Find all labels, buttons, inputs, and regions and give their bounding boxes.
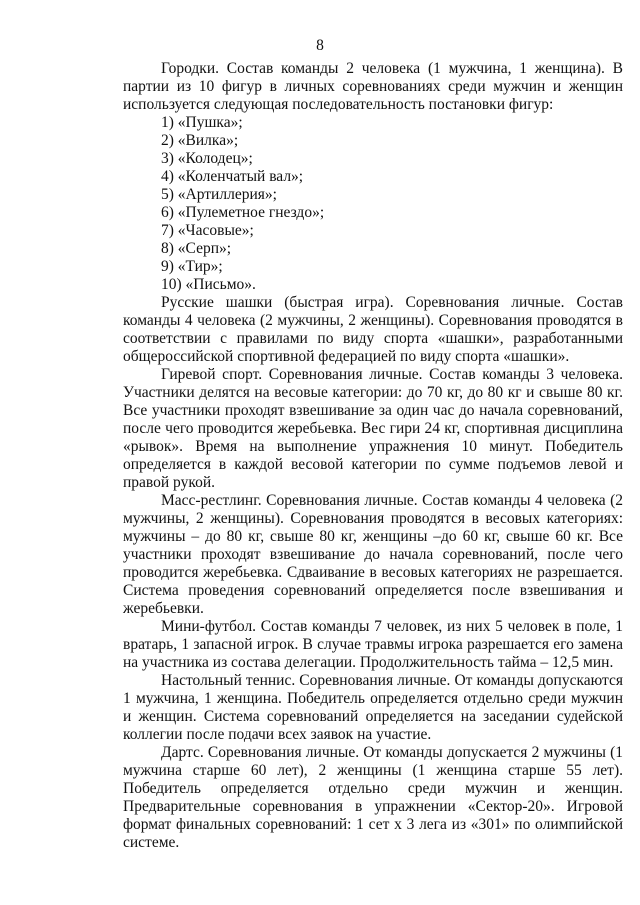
paragraph-darts: Дартс. Соревнования личные. От команды допускается 2 мужчины (1 мужчина старше 60 лет), 2 женщины (1 женщина старше 55 лет). Победитель определяется отдельно среди мужчин и женщин. Предварительные соревнования в упражнении «Сектор-20». Игровой формат финальных соревнований: 1 сет х 3 лега из «301» по олимпийской системе. [123,744,623,851]
list-item: 3) «Колодец»; [161,150,253,167]
list-item: 10) «Письмо». [161,276,256,293]
list-item: 4) «Коленчатый вал»; [161,168,304,185]
paragraph-gorodki: Городки. Состав команды 2 человека (1 мужчина, 1 женщина). В партии из 10 фигур в личных соревнованиях среди мужчин и женщин используется следующая последовательность постановки фигур: [123,60,623,113]
paragraph-mas-wrestling: Масс-рестлинг. Соревнования личные. Состав команды 4 человека (2 мужчины, 2 женщины). Соревнования проводятся в весовых категориях: мужчины – до 80 кг, свыше 80 кг, женщины –до 60 кг, свыше 60 кг. Все участники проходят взвешивание до начала соревнований, после чего проводится жеребьевка. Сдваивание в весовых категориях не разрешается. Система проведения соревнований определяется после взвешивания и жеребьевки. [123,492,623,617]
list-item: 8) «Серп»; [161,240,232,257]
page-number: 8 [316,37,324,54]
list-item: 7) «Часовые»; [161,222,254,239]
list-item: 5) «Артиллерия»; [161,186,277,203]
paragraph-russian-checkers: Русские шашки (быстрая игра). Соревнования личные. Состав команды 4 человека (2 мужчины, 2 женщины). Соревнования проводятся в соответствии с правилами по виду спорта «шашки», разработанными общероссийской спортивной федерацией по виду спорта «шашки». [123,294,623,365]
paragraph-mini-football: Мини-футбол. Состав команды 7 человек, из них 5 человек в поле, 1 вратарь, 1 запасной игрок. В случае травмы игрока разрешается его замена на участника из состава делегации. Продолжительность тайма – 12,5 мин. [123,618,623,671]
paragraph-table-tennis: Настольный теннис. Соревнования личные. От команды допускаются 1 мужчина, 1 женщина. Победитель определяется отдельно среди мужчин и женщин. Система соревнований определяется на заседании судейской коллегии после подачи всех заявок на участие. [123,672,623,743]
list-item: 9) «Тир»; [161,258,223,275]
list-item: 1) «Пушка»; [161,114,243,131]
document-body [123,60,623,852]
figures-list [123,114,623,294]
list-item: 2) «Вилка»; [161,132,239,149]
list-item: 6) «Пулеметное гнездо»; [161,204,325,221]
paragraph-kettlebell: Гиревой спорт. Соревнования личные. Состав команды 3 человека. Участники делятся на весовые категории: до 70 кг, до 80 кг и свыше 80 кг. Все участники проходят взвешивание за один час до начала соревнований, после чего проводится жеребьевка. Вес гири 24 кг, спортивная дисциплина «рывок». Время на выполнение упражнения 10 минут. Победитель определяется в каждой весовой категории по сумме подъемов левой и правой рукой. [123,366,623,491]
